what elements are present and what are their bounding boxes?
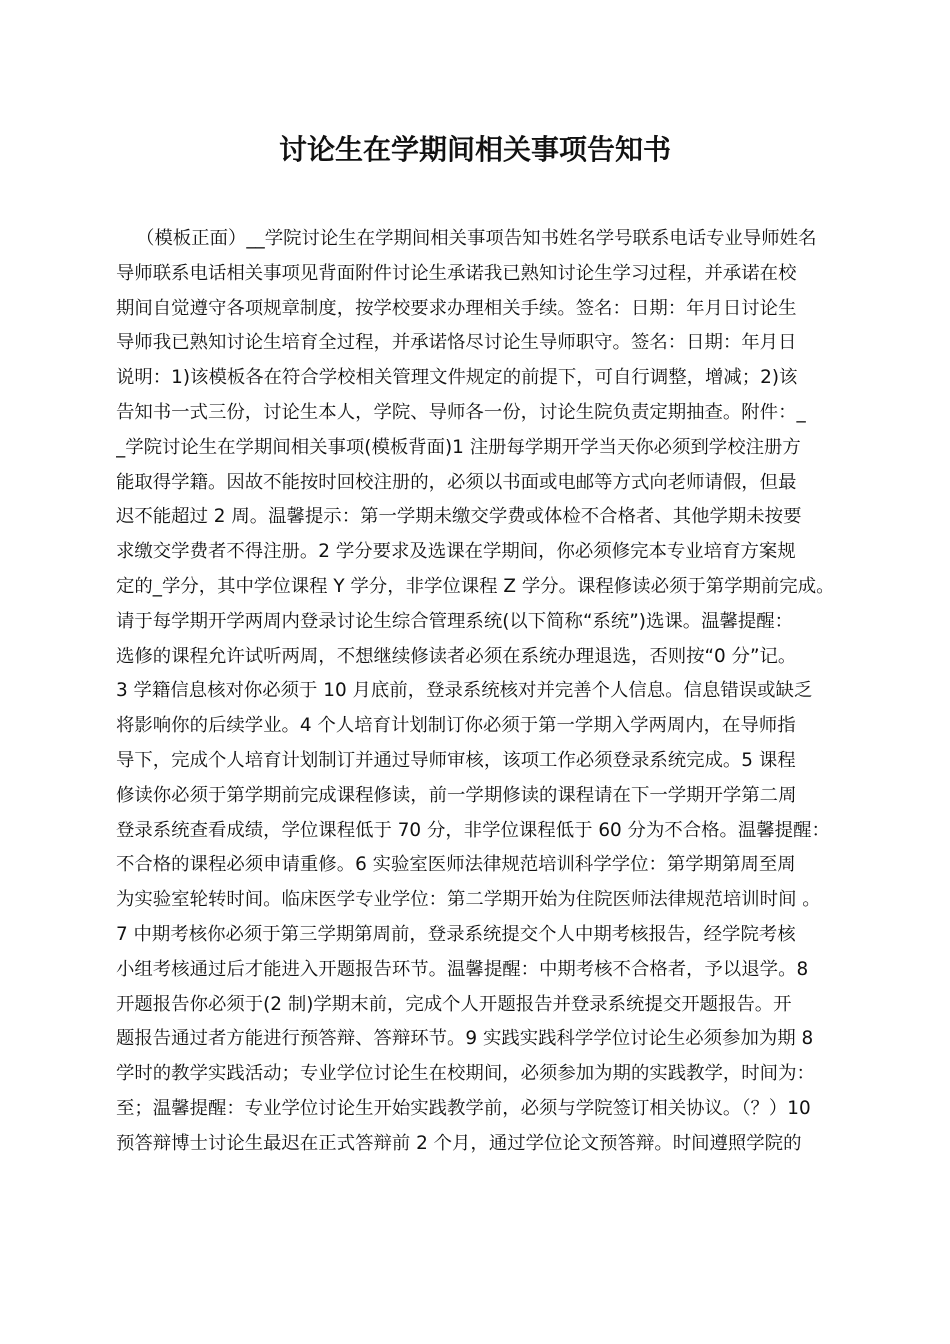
text-line: 7 中期考核你必须于第三学期第周前，登录系统提交个人中期考核报告，经学院考核	[116, 923, 796, 945]
text-line: （模板正面）__学院讨论生在学期间相关事项告知书姓名学号联系电话专业导师姓名	[136, 228, 817, 249]
text-line: 选修的课程允许试听两周，不想继续修读者必须在系统办理退选，否则按“0 分”记。	[116, 645, 797, 667]
text-line: 说明：1)该模板各在符合学校相关管理文件规定的前提下，可自行调整，增减；2)该	[116, 367, 798, 389]
text-line: 登录系统查看成绩，学位课程低于 70 分，非学位课程低于 60 分为不合格。温馨提醒：	[116, 819, 830, 841]
text-line: 修读你必须于第学期前完成课程修读，前一学期修读的课程请在下一学期开学第二周	[116, 784, 797, 806]
document-title: 讨论生在学期间相关事项告知书	[278, 133, 671, 166]
text-line: 将影响你的后续学业。4 个人培育计划制订你必须于第一学期入学两周内，在导师指	[116, 715, 796, 737]
text-line: 请于每学期开学两周内登录讨论生综合管理系统(以下简称“系统”)选课。温馨提醒：	[116, 610, 794, 632]
text-line: 不合格的课程必须申请重修。6 实验室医师法律规范培训科学学位：第学期第周至周	[116, 854, 796, 876]
text-line: 能取得学籍。因故不能按时回校注册的，必须以书面或电邮等方式向老师请假，但最	[116, 471, 797, 493]
text-line: _学院讨论生在学期间相关事项(模板背面)1 注册每学期开学当天你必须到学校注册方	[116, 436, 801, 458]
text-line: 导师我已熟知讨论生培育全过程，并承诺恪尽讨论生导师职守。签名：日期：年月日	[116, 332, 797, 354]
text-line: 迟不能超过 2 周。温馨提示：第一学期未缴交学费或体检不合格者、其他学期未按要	[116, 506, 802, 528]
text-line: 学时的教学实践活动；专业学位讨论生在校期间，必须参加为期的实践教学，时间为：	[116, 1063, 815, 1085]
text-line: 至；温馨提醒：专业学位讨论生开始实践教学前，必须与学院签订相关协议。（？）10	[116, 1097, 811, 1119]
text-line: 预答辩博士讨论生最迟在正式答辩前 2 个月，通过学位论文预答辩。时间遵照学院的	[116, 1132, 802, 1154]
text-line: 小组考核通过后才能进入开题报告环节。温馨提醒：中期考核不合格者，予以退学。8	[116, 958, 809, 980]
text-line: 导师联系电话相关事项见背面附件讨论生承诺我已熟知讨论生学习过程，并承诺在校	[116, 262, 797, 284]
text-line: 定的_学分，其中学位课程 Y 学分，非学位课程 Z 学分。课程修读必须于第学期前完成。	[116, 575, 835, 597]
text-line: 求缴交学费者不得注册。2 学分要求及选课在学期间，你必须修完本专业培育方案规	[116, 541, 796, 563]
text-line: 导下，完成个人培育计划制订并通过导师审核，该项工作必须登录系统完成。5 课程	[116, 749, 796, 771]
text-line: 开题报告你必须于(2 制)学期末前，完成个人开题报告并登录系统提交开题报告。开	[116, 993, 792, 1015]
text-line: 为实验室轮转时间。临床医学专业学位：第二学期开始为住院医师法律规范培训时间 。	[116, 889, 821, 911]
text-line: 3 学籍信息核对你必须于 10 月底前，登录系统核对并完善个人信息。信息错误或缺乏	[116, 680, 813, 702]
document-body	[116, 222, 856, 1162]
text-line: 期间自觉遵守各项规章制度，按学校要求办理相关手续。签名：日期：年月日讨论生	[116, 297, 797, 319]
text-line: 告知书一式三份，讨论生本人，学院、导师各一份，讨论生院负责定期抽查。附件：_	[116, 401, 806, 423]
text-line: 题报告通过者方能进行预答辩、答辩环节。9 实践实践科学学位讨论生必须参加为期 8	[116, 1028, 814, 1050]
